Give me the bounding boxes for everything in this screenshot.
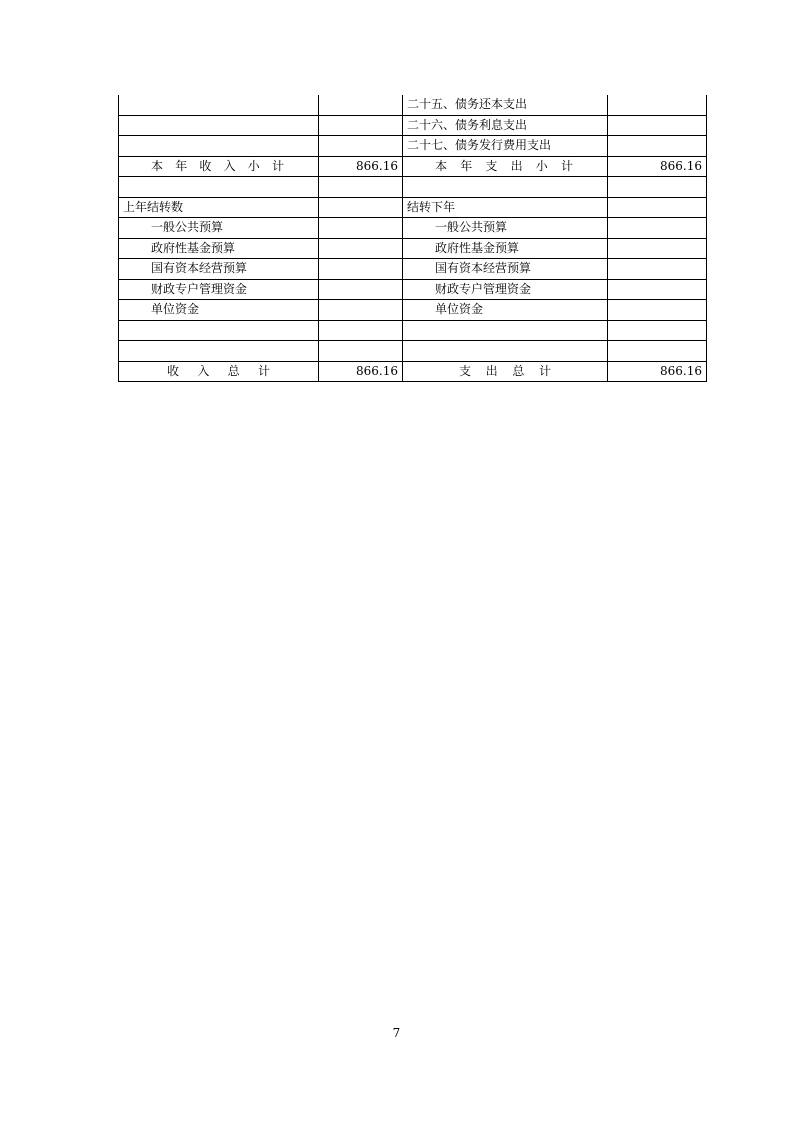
empty-cell [319,218,403,239]
income-carry-item: 国有资本经营预算 [119,259,319,280]
income-carry-header: 上年结转数 [119,197,319,218]
label-char: 支 [459,363,472,378]
income-total-value: 866.16 [319,361,403,382]
expense-carry-item: 一般公共预算 [403,218,608,239]
empty-cell [608,259,707,280]
empty-cell [608,177,707,198]
empty-cell [119,320,319,341]
expense-subtotal-label [403,156,608,177]
budget-summary-table [118,95,707,382]
empty-cell [319,238,403,259]
empty-cell [608,300,707,321]
label-char: 年 [175,158,188,173]
expense-value-cell [608,95,707,115]
label-char: 入 [197,363,210,378]
income-label-cell [119,115,319,136]
label-char: 本 [151,158,164,173]
empty-cell [319,259,403,280]
label-char: 小 [247,158,260,173]
income-carry-item: 财政专户管理资金 [119,279,319,300]
empty-cell [608,218,707,239]
empty-cell [319,197,403,218]
empty-cell [608,238,707,259]
empty-cell [403,341,608,362]
label-char: 计 [257,363,270,378]
label-char: 总 [227,363,240,378]
expense-carry-item: 国有资本经营预算 [403,259,608,280]
empty-cell [403,177,608,198]
empty-row [119,341,707,362]
label-char: 本 [435,158,448,173]
empty-cell [608,341,707,362]
empty-cell [319,279,403,300]
label-char: 支 [485,158,498,173]
income-carry-item: 单位资金 [119,300,319,321]
label-char: 计 [538,363,551,378]
label-char: 出 [485,363,498,378]
table-row [119,115,707,136]
expense-label-cell: 二十六、债务利息支出 [403,115,608,136]
expense-carry-item: 政府性基金预算 [403,238,608,259]
income-label-cell [119,136,319,157]
expense-total-value: 866.16 [608,361,707,382]
income-label-cell [119,95,319,115]
empty-cell [403,320,608,341]
empty-cell [608,197,707,218]
expense-carry-item: 财政专户管理资金 [403,279,608,300]
income-subtotal-label [119,156,319,177]
income-total-label [119,361,319,382]
empty-cell [119,341,319,362]
label-char: 计 [271,158,284,173]
label-char: 计 [560,158,573,173]
carry-item-row [119,218,707,239]
carry-header-row [119,197,707,218]
expense-total-label [403,361,608,382]
expense-value-cell [608,115,707,136]
empty-row [119,320,707,341]
table-row [119,95,707,115]
expense-carry-item: 单位资金 [403,300,608,321]
label-char: 总 [512,363,525,378]
empty-cell [608,320,707,341]
income-carry-item: 政府性基金预算 [119,238,319,259]
empty-cell [319,320,403,341]
empty-row [119,177,707,198]
expense-label-cell: 二十七、债务发行费用支出 [403,136,608,157]
label-char: 收 [199,158,212,173]
label-char: 年 [460,158,473,173]
income-value-cell [319,136,403,157]
income-value-cell [319,115,403,136]
empty-cell [319,300,403,321]
empty-cell [319,341,403,362]
label-char: 收 [167,363,180,378]
expense-value-cell [608,136,707,157]
carry-item-row [119,238,707,259]
carry-item-row [119,300,707,321]
table-row [119,136,707,157]
carry-item-row [119,279,707,300]
income-value-cell [319,95,403,115]
label-char: 出 [510,158,523,173]
income-carry-item: 一般公共预算 [119,218,319,239]
empty-cell [319,177,403,198]
label-char: 小 [535,158,548,173]
subtotal-row [119,156,707,177]
carry-item-row [119,259,707,280]
label-char: 入 [223,158,236,173]
empty-cell [608,279,707,300]
income-subtotal-value: 866.16 [319,156,403,177]
empty-cell [119,177,319,198]
total-row [119,361,707,382]
page-number: 7 [392,1026,401,1040]
expense-label-cell: 二十五、债务还本支出 [403,95,608,115]
expense-carry-header: 结转下年 [403,197,608,218]
expense-subtotal-value: 866.16 [608,156,707,177]
